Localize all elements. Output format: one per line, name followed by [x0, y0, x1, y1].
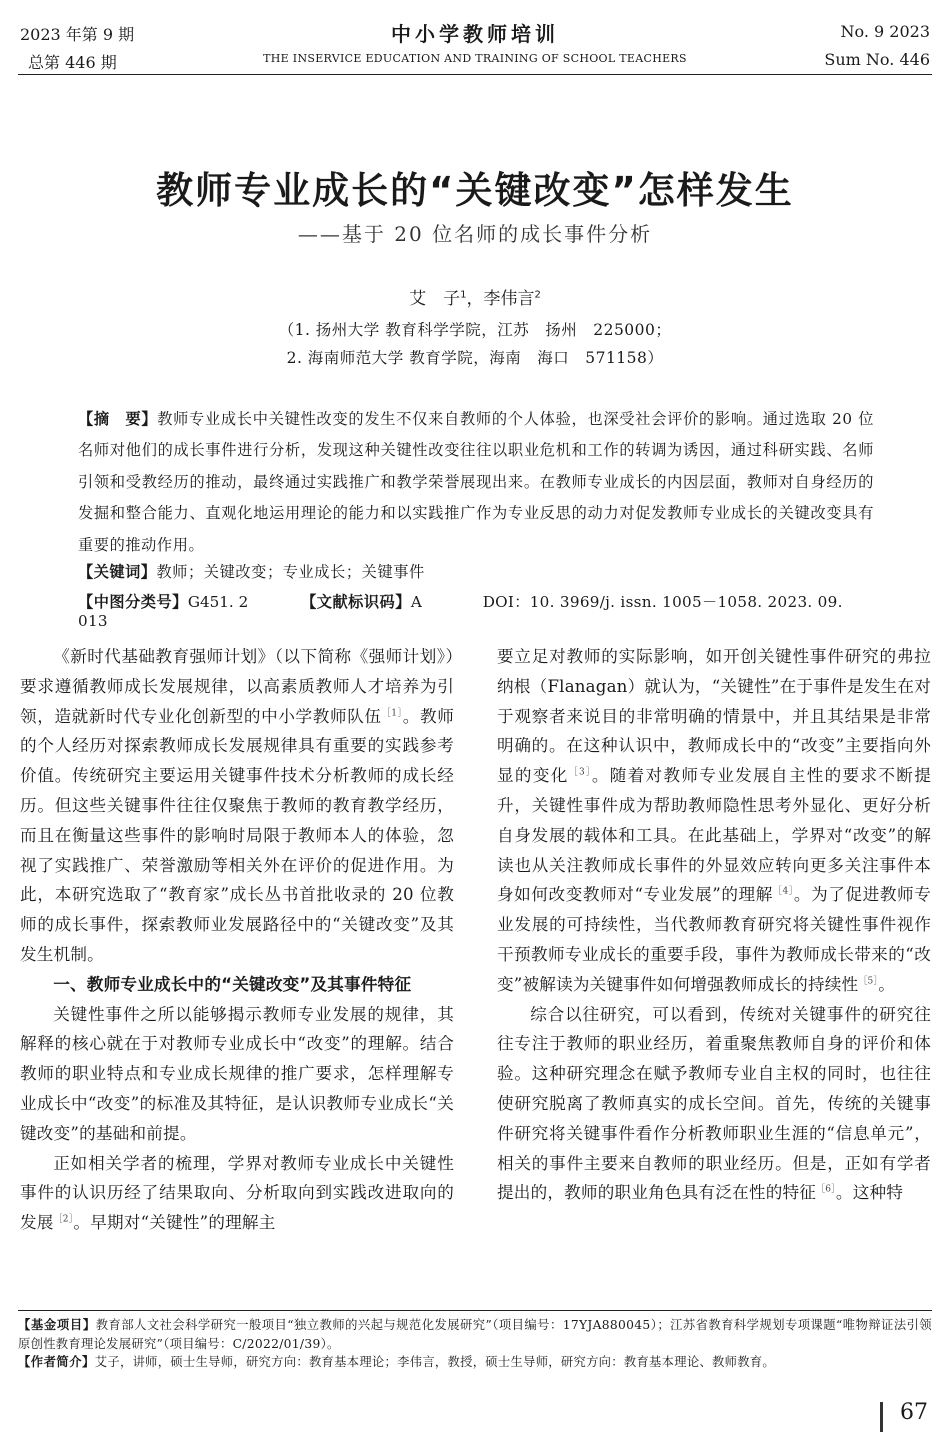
paragraph — [20, 1149, 454, 1238]
paragraph-text: 。为了促进教师专业发展的可持续性，当代教师教育研究将关键性事件视作干预教师专业成长的重要手段，事件为教师成长带来的“改变”被解读为关键事件如何增强教师成长的持续性 — [497, 885, 931, 994]
author-1-affil: 1 — [460, 289, 467, 301]
affiliation-2: 2. 海南师范大学 教育学院，海南 海口 571158） — [286, 349, 664, 367]
citation: ［2］ — [53, 1214, 74, 1225]
citation: ［6］ — [816, 1184, 836, 1195]
keywords-line — [78, 561, 425, 582]
author-bio-tag: 【作者简介】 — [18, 1355, 95, 1369]
fund-note — [18, 1316, 932, 1353]
paragraph-text: 综合以往研究，可以看到，传统对关键事件的研究往往专注于教师的职业经历，着重聚焦教师自身的评价和体验。这种研究理念在赋予教师专业自主权的同时，也往往使研究脱离了教师真实的成长空间。首先，传统的关键事件研究将关键事件看作分析教师职业生涯的“信息单元”，相关的事件主要来自教师的职业经历。但是，正如有学者提出的，教师的职业角色具有泛在性的特征 — [497, 1004, 931, 1203]
page-number-bar — [880, 1402, 883, 1432]
paragraph-text: 。随着对教师专业发展自主性的要求不断提升，关键性事件成为帮助教师隐性思考外显化、更好分析自身发展的载体和工具。在此基础上，学界对“改变”的解读也从关注教师成长事件的外显效应转向更多关注事件本身如何改变教师对“专业发展”的理解 — [497, 766, 931, 905]
author-2-affil: 2 — [534, 289, 541, 301]
citation: ［4］ — [772, 886, 794, 897]
keywords: 教师；关键改变；专业成长；关键事件 — [156, 563, 425, 581]
page-number: 67 — [900, 1400, 928, 1425]
author-separator: ， — [466, 289, 484, 309]
issue-total: 总第 446 期 — [28, 53, 117, 72]
cls-tag: 【中图分类号】 — [78, 593, 188, 611]
paragraph-text: 。教师的个人经历对探索教师成长发展规律具有重要的实践参考价值。传统研究主要运用关键事件技术分析教师的成长经历。但这些关键事件往往仅聚焦于教师的教育教学经历，而且在衡量这些事件的影响时局限于教师本人的体验，忽视了实践推广、荣誉激励等相关外在评价的促进作用。为此，本研究选取了“教育家”成长丛书首批收录的 20 位教师的成长事件，探索教师业发展路径中的“关键改变”及其发生机制。 — [20, 706, 454, 964]
issue-number-en: No. 9 2023 — [840, 22, 930, 41]
fund-text: 教育部人文社会科学研究一般项目“独立教师的兴起与规范化发展研究”（项目编号：17YJA880045）；江苏省教育科学规划专项课题“唯物辩证法引领原创性教育理论发展研究”（项目编号：C/2022/01/39）。 — [18, 1318, 932, 1351]
paragraph-text: 。早期对“关键性”的理解主 — [73, 1213, 276, 1233]
authors — [0, 284, 950, 309]
abstract-tag: 【摘 要】 — [78, 410, 158, 428]
article-subtitle: ——基于 20 位名师的成长事件分析 — [297, 222, 653, 246]
author-note — [18, 1353, 932, 1372]
citation: ［3］ — [568, 767, 592, 778]
body-column-right — [497, 642, 931, 1208]
abstract-text: 教师专业成长中关键性改变的发生不仅来自教师的个人体验，也深受社会评价的影响。通过选取 20 位名师对他们的成长事件进行分析，发现这种关键性改变往往以职业危机和工作的转调为诱因，通过科研实践、名师引领和受教经历的推动，最终通过实践推广和教学荣誉展现出来。在教师专业成长的内因层面，教师对自身经历的发掘和整合能力、直观化地运用理论的能力和以实践推广作为专业反思的动力对促发教师专业成长的关键改变具有重要的推动作用。 — [78, 410, 874, 554]
doc-tag: 【文献标识码】 — [301, 593, 411, 611]
doc-code: A — [410, 593, 422, 611]
paragraph — [497, 1000, 931, 1209]
paragraph — [497, 642, 931, 1000]
paragraph-text: 。 — [878, 974, 895, 994]
author-2: 李伟言 — [483, 289, 535, 309]
citation: ［1］ — [381, 708, 403, 719]
keywords-tag: 【关键词】 — [78, 563, 157, 581]
paragraph — [20, 642, 454, 970]
article-title: 教师专业成长的“关键改变”怎样发生 — [156, 169, 794, 212]
author-bio-text: 艾子，讲师，硕士生导师，研究方向：教育基本理论；李伟言，教授，硕士生导师，研究方向：教育基本理论、教师教育。 — [94, 1355, 776, 1369]
author-1: 艾 子 — [409, 289, 461, 309]
paragraph-text: 《新时代基础教育强师计划》（以下简称《强师计划》）要求遵循教师成长发展规律，以高素质教师人才培养为引领，造就新时代专业化创新型的中小学教师队伍 — [20, 647, 454, 726]
classification-line — [78, 591, 874, 630]
header-rule — [18, 74, 932, 75]
fund-tag: 【基金项目】 — [18, 1318, 96, 1332]
issue-sum-en: Sum No. 446 — [824, 50, 930, 69]
body-column-left — [20, 642, 454, 1238]
footnote-rule — [18, 1310, 932, 1311]
footnote — [18, 1316, 932, 1372]
affiliation-1: （1. 扬州大学 教育科学学院，江苏 扬州 225000； — [278, 321, 672, 339]
paragraph-text: 要立足对教师的实际影响，如开创关键性事件研究的弗拉纳根（Flanagan）就认为，“关键性”在于事件是发生在对于观察者来说目的非常明确的情景中，并且其结果是非常明确的。在这种认识中，教师成长中的“改变”主要指向外显的变化 — [497, 647, 931, 786]
doi: DOI：10. 3969/j. issn. 1005－1058. 2023. 09. 013 — [78, 593, 843, 630]
journal-title-en: THE INSERVICE EDUCATION AND TRAINING OF SCHOOL TEACHERS — [263, 52, 687, 65]
journal-title-cn: 中小学教师培训 — [391, 22, 559, 46]
abstract — [78, 404, 874, 561]
issue-year: 2023 年第 9 期 — [20, 25, 135, 44]
paragraph: 关键性事件之所以能够揭示教师专业发展的规律，其解释的核心就在于对教师专业成长中“改变”的理解。结合教师的职业特点和专业成长规律的推广要求，怎样理解专业成长中“改变”的标准及其特征，是认识教师专业成长“关键改变”的基础和前提。 — [20, 1004, 454, 1143]
paragraph-text: 正如相关学者的梳理，学界对教师专业成长中关键性事件的认识历经了结果取向、分析取向到实践改进取向的发展 — [20, 1153, 454, 1233]
cls-code: G451. 2 — [187, 593, 249, 611]
paragraph-text: 。这种特 — [835, 1183, 904, 1203]
citation: ［5］ — [858, 976, 879, 987]
section-heading: 一、教师专业成长中的“关键改变”及其事件特征 — [53, 974, 412, 994]
